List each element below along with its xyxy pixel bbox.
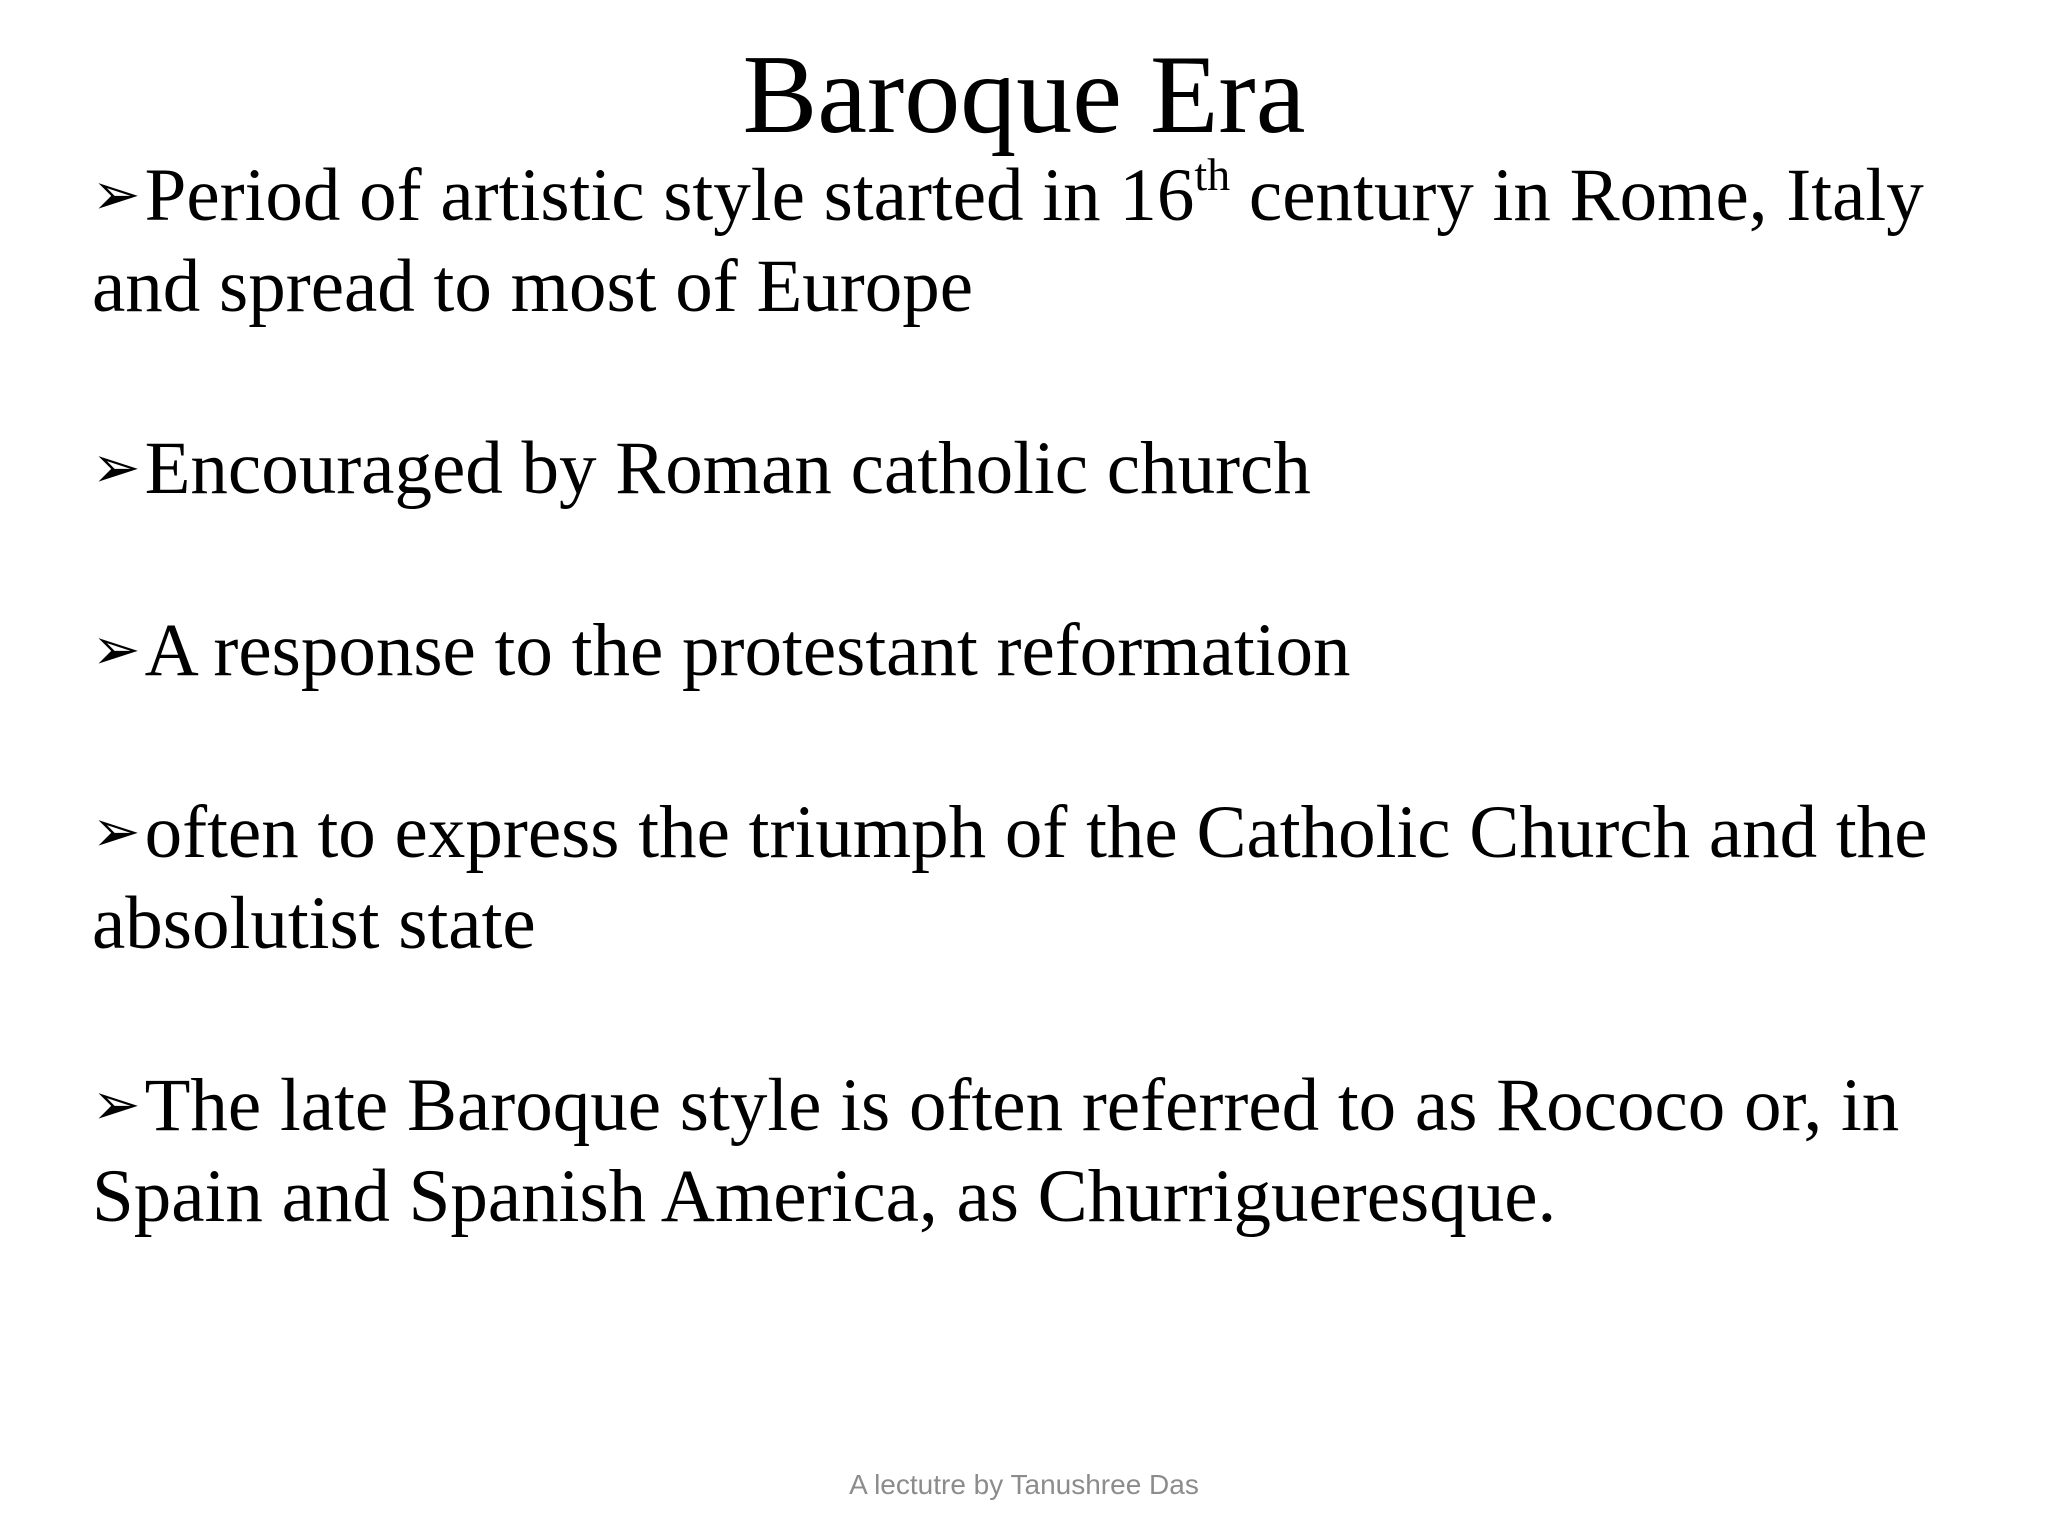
bullet-superscript-th: th [1194, 149, 1231, 200]
bullet-text-encouraged: Encouraged by Roman catholic church [144, 427, 1311, 510]
slide-title: Baroque Era [742, 33, 1306, 157]
bullet-text-rococo: The late Baroque style is often referred to as Rococo or, in Spain and Spanish America, as Churrigueresque. [92, 1064, 1900, 1238]
bullet-item-response [92, 605, 1992, 696]
bullet-text-response: A response to the protestant reformation [144, 609, 1351, 692]
bullet-item-encouraged [92, 423, 1992, 514]
bullet-item-rococo [92, 1060, 1992, 1242]
bullet-text-period-end: century in Rome, Italy and spread to most of Europe [92, 154, 1924, 328]
arrowhead-bullet-icon: ➢ [92, 615, 141, 683]
arrowhead-bullet-icon: ➢ [92, 1070, 141, 1138]
slide-footer: A lectutre by Tanushree Das [849, 1469, 1199, 1500]
bullet-item-period [92, 150, 1992, 332]
bullet-text-triumph: often to express the triumph of the Catholic Church and the absolutist state [92, 791, 1928, 965]
bullet-list [92, 150, 1992, 1333]
arrowhead-bullet-icon: ➢ [92, 433, 141, 501]
bullet-text-period-start: Period of artistic style started in 16 [144, 154, 1195, 237]
arrowhead-bullet-icon: ➢ [92, 797, 141, 865]
arrowhead-bullet-icon: ➢ [92, 160, 141, 228]
bullet-item-triumph [92, 787, 1992, 969]
